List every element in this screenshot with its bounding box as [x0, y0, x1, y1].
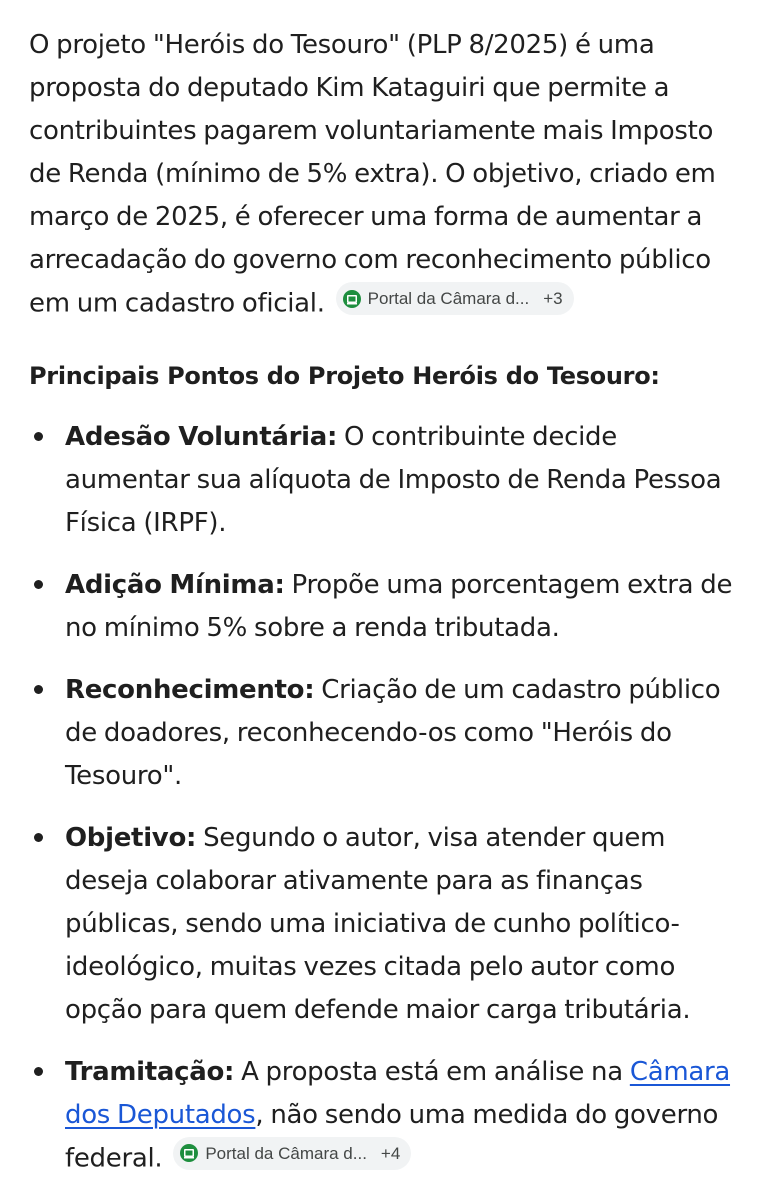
source-chip-label: Portal da Câmara d... — [205, 1143, 367, 1163]
intro-paragraph — [29, 24, 738, 326]
points-list — [29, 416, 738, 1181]
source-chip-label: Portal da Câmara d... — [367, 289, 530, 308]
bullet-icon — [34, 1067, 43, 1076]
bullet-icon — [34, 580, 43, 589]
list-item — [29, 564, 738, 650]
point-text-before: A proposta está em análise na — [234, 1056, 630, 1087]
bullet-icon — [34, 833, 43, 842]
list-item — [29, 669, 738, 798]
point-text: Segundo o autor, visa atender quem deseja colaborar ativamente para as finanças públicas, sendo uma iniciativa de cunho político-ideológico, muitas vezes citada pelo autor como opção para quem defende maior carga tributária. — [65, 822, 691, 1025]
source-chip-tramitacao[interactable] — [173, 1137, 411, 1170]
intro-text: O projeto "Heróis do Tesouro" (PLP 8/2025) é uma proposta do deputado Kim Kataguiri que permite a contribuintes pagarem voluntariamente mais Imposto de Renda (mínimo de 5% extra). O objetivo, criado em março de 2025, é oferecer uma forma de aumentar a arrecadação do governo com reconhecimento público em um cadastro oficial. — [29, 30, 716, 319]
section-heading: Principais Pontos do Projeto Heróis do Tesouro: — [29, 361, 660, 390]
point-text-after: , não sendo uma medida do governo federal. — [65, 1099, 719, 1173]
point-text: Propõe uma porcentagem extra de no mínimo 5% sobre a renda tributada. — [65, 569, 733, 643]
source-chip-count: +3 — [543, 289, 563, 308]
camara-logo-icon — [179, 1143, 199, 1163]
list-item — [29, 817, 738, 1032]
point-title: Adesão Voluntária: — [65, 421, 338, 452]
list-item — [29, 1051, 738, 1181]
point-title: Objetivo: — [65, 822, 197, 853]
source-chip-intro[interactable] — [336, 282, 574, 315]
point-title: Tramitação: — [65, 1056, 235, 1087]
point-text: Criação de um cadastro público de doadores, reconhecendo-os como "Heróis do Tesouro". — [65, 674, 721, 791]
point-title: Adição Mínima: — [65, 569, 285, 600]
bullet-icon — [34, 685, 43, 694]
source-chip-count: +4 — [380, 1143, 401, 1163]
camara-dos-deputados-link[interactable]: Câmara dos Deputados — [65, 1056, 731, 1130]
bullet-icon — [34, 432, 43, 441]
list-item — [29, 416, 738, 545]
camara-logo-icon — [342, 289, 362, 309]
point-text: O contribuinte decide aumentar sua alíquota de Imposto de Renda Pessoa Física (IRPF). — [65, 421, 722, 538]
point-title: Reconhecimento: — [65, 674, 315, 705]
